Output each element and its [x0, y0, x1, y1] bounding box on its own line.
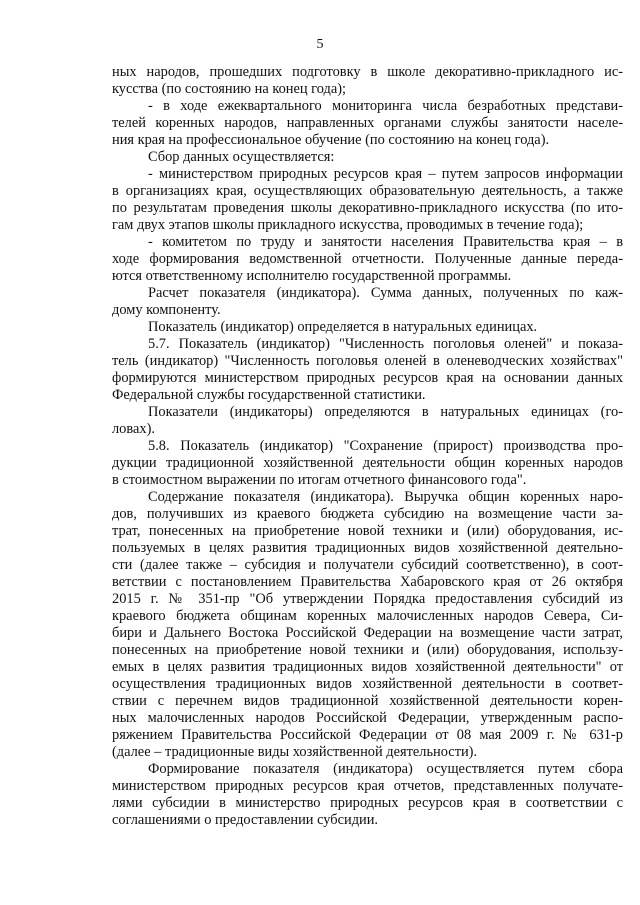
text-line: по результатам проведения школы декоративно-прикладного искусства (по ито- [112, 200, 623, 216]
text-line: телей коренных народов, направленных органами службы занятости населе- [112, 115, 623, 131]
text-line: осуществления традиционных видов хозяйственной деятельности в соответ- [112, 676, 623, 692]
text-line: Расчет показателя (индикатора). Сумма данных, полученных по каж- [148, 285, 623, 301]
text-line: ния края на профессиональное обучение (по состоянию на конец года). [112, 132, 550, 148]
text-line: дов, получивших из краевого бюджета субсидию на возмещение части за- [112, 506, 623, 522]
text-line: министерством природных ресурсов края отчетов, представленных получате- [112, 778, 623, 794]
text-line: Показатель (индикатор) определяется в натуральных единицах. [148, 319, 538, 335]
text-line: гам двух этапов школы прикладного искусства, проводимых в течение года); [112, 217, 584, 233]
text-line: ствии с перечнем видов традиционной хозяйственной деятельности корен- [112, 693, 623, 709]
text-line: краевого бюджета общинам коренных малочисленных народов Севера, Си- [112, 608, 623, 624]
text-line: (далее – традиционные виды хозяйственной деятельности). [112, 744, 478, 760]
text-line: дукции традиционной хозяйственной деятельности общин коренных народов [112, 455, 623, 471]
text-line: Показатели (индикаторы) определяются в натуральных единицах (го- [148, 404, 623, 420]
text-line: в организациях края, осуществляющих образовательную деятельность, а также [112, 183, 623, 199]
text-line: ряжением Правительства Российской Федерации от 08 мая 2009 г. № 631-р [112, 727, 623, 743]
text-line: пользуемых в целях развития традиционных видов хозяйственной деятельно- [112, 540, 623, 556]
text-line: 5.8. Показатель (индикатор) "Сохранение (прирост) производства про- [148, 438, 623, 454]
text-line: - министерством природных ресурсов края – путем запросов информации [148, 166, 623, 182]
text-line: ются ответственному исполнителю государственной программы. [112, 268, 512, 284]
text-line: 2015 г. № 351-пр "Об утверждении Порядка предоставления субсидий из [112, 591, 623, 607]
text-line: понесенных на приобретение новой техники и (или) оборудования, использу- [112, 642, 623, 658]
text-line: 5.7. Показатель (индикатор) "Численность поголовья оленей" и показа- [148, 336, 623, 352]
text-line: дому компоненту. [112, 302, 221, 318]
text-line: ветствии с постановлением Правительства Хабаровского края от 26 октября [112, 574, 623, 590]
text-line: емых в целях развития традиционных видов хозяйственной деятельности" от [112, 659, 623, 675]
text-line: Сбор данных осуществляется: [148, 149, 335, 165]
text-line: бири и Дальнего Востока Российской Федерации на возмещение части затрат, [112, 625, 623, 641]
text-line: Содержание показателя (индикатора). Выручка общин коренных наро- [148, 489, 623, 505]
text-line: трат, понесенных на приобретение новой техники и (или) оборудования, ис- [112, 523, 623, 539]
text-line: формируются министерством природных ресурсов края на основании данных [112, 370, 623, 386]
text-line: ловах). [112, 421, 155, 437]
page-number: 5 [316, 37, 324, 52]
body-text [112, 64, 623, 829]
text-line: лями субсидии в министерство природных ресурсов края в соответствии с [112, 795, 623, 811]
text-line: соглашениями о предоставлении субсидии. [112, 812, 379, 828]
text-line: - комитетом по труду и занятости населения Правительства края – в [148, 234, 623, 250]
text-line: ходе формирования ведомственной отчетности. Полученные данные переда- [112, 251, 623, 267]
text-line: ных народов, прошедших подготовку в школе декоративно-прикладного ис- [112, 64, 623, 80]
text-line: в стоимостном выражении по итогам отчетного финансового года". [112, 472, 527, 488]
text-line: Федеральной службы государственной статистики. [112, 387, 426, 403]
text-line: сти (далее также – субсидия и получатели субсидий соответственно), в соот- [112, 557, 623, 573]
text-line: - в ходе ежеквартального мониторинга числа безработных представи- [148, 98, 623, 114]
text-line: ных малочисленных народов Российской Федерации, утвержденным распо- [112, 710, 623, 726]
text-line: Формирование показателя (индикатора) осуществляется путем сбора [148, 761, 623, 777]
text-line: кусства (по состоянию на конец года); [112, 81, 346, 97]
text-line: тель (индикатор) "Численность поголовья оленей в оленеводческих хозяйствах" [112, 353, 623, 369]
